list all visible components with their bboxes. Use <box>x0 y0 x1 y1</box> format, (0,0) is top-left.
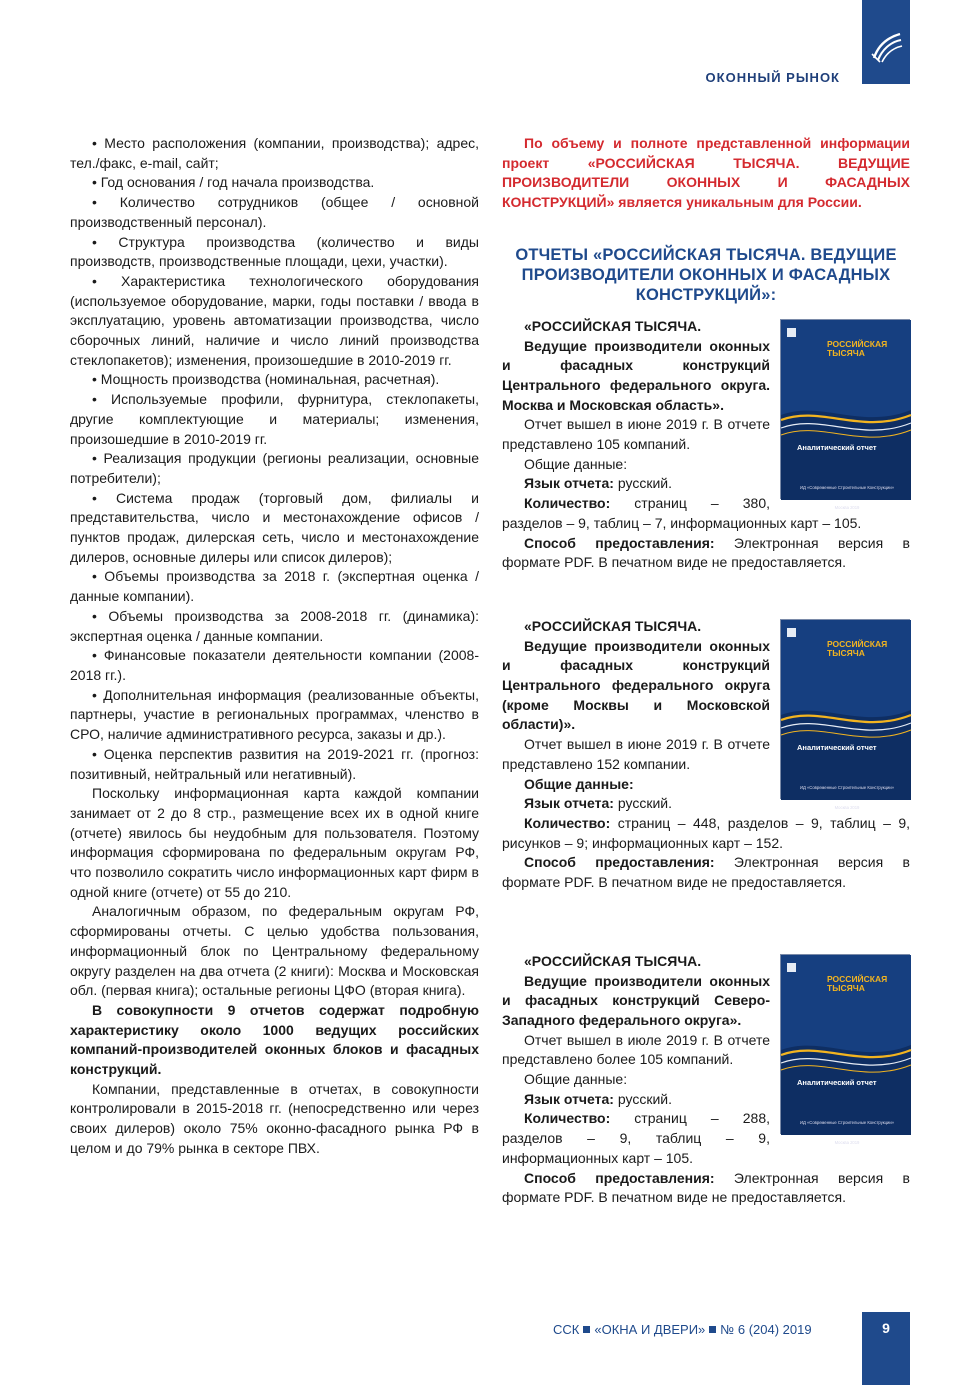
report-name: Ведущие производители оконных и фасадных конструкций Центрального федерального округа (кроме Москвы и Московской области)». <box>502 637 770 733</box>
paragraph: • Используемые профили, фурнитура, стеклопакеты, другие комплектующие и материалы; изменения, произошедшие в 2010-2019 гг. <box>70 391 479 447</box>
reports-title: ОТЧЕТЫ «РОССИЙСКАЯ ТЫСЯЧА. ВЕДУЩИЕ ПРОИЗВОДИТЕЛИ ОКОННЫХ И ФАСАДНЫХ КОНСТРУКЦИЙ»: <box>515 245 897 304</box>
report-name: Ведущие производители оконных и фасадных конструкций Северо-Западного федерального округа». <box>502 972 770 1028</box>
report-delivery <box>502 1169 910 1208</box>
intro-project-name: «РОССИЙСКАЯ ТЫСЯЧА. ВЕДУЩИЕ ПРОИЗВОДИТЕЛИ ОКОННЫХ И ФАСАДНЫХ КОНСТРУКЦИЙ» <box>502 154 910 211</box>
report-general-label: Общие данные: <box>524 1071 628 1088</box>
quantity-label: Количество: <box>524 814 611 831</box>
paragraph: Аналогичным образом, по федеральным округам РФ, сформированы отчеты. С целью удобства пользования, информационный блок по Центральному федеральному округу разделен на два отчета (2 книги): Москва и Московская обл. (первая книга); остальные регионы ЦФО (вторая книга). <box>70 903 479 999</box>
language-value: русский. <box>613 475 672 492</box>
report-entry <box>502 317 910 573</box>
left-column <box>70 134 479 1159</box>
right-column <box>502 134 910 1208</box>
language-value: русский. <box>613 1090 672 1107</box>
cover-title: РОССИЙСКАЯ ТЫСЯЧА <box>827 638 888 658</box>
language-label: Язык отчета: <box>524 795 614 812</box>
language-label: Язык отчета: <box>524 1090 614 1107</box>
magazine-logo-icon <box>868 28 904 64</box>
report-general-label: Общие данные: <box>524 775 634 792</box>
report-name-line1: «РОССИЙСКАЯ ТЫСЯЧА. <box>524 617 702 634</box>
report-entry <box>502 617 910 893</box>
intro-part1: По объему и полноте представленной информации проект <box>502 135 910 171</box>
quantity-value: страниц – 288, разделов – 9, таблиц – 9, информационных карт – 105. <box>502 1110 770 1166</box>
cover-publisher: ИД «Современные Строительные Конструкции» Москва 2019 <box>799 784 895 810</box>
report-name-line1: «РОССИЙСКАЯ ТЫСЯЧА. <box>524 952 702 969</box>
paragraph: Компании, представленные в отчетах, в совокупности контролировали в 2015-2018 гг. (непосредственно или через своих дилеров) около 75% оконно-фасадного рынка РФ в целом и до 79% рынка в секторе ПВХ. <box>70 1080 479 1156</box>
cover-analytic-label: Аналитический отчет <box>797 1077 877 1087</box>
report-release: Отчет вышел в июне 2019 г. В отчете представлено 152 компании. <box>502 736 770 772</box>
delivery-value: Электронная версия в формате PDF. В печатном виде не предоставляется. <box>502 534 910 571</box>
intro-part3: является уникальным для России. <box>614 194 862 211</box>
paragraph: • Место расположения (компании, производства); адрес, тел./факс, e-mail, сайт; <box>70 135 479 171</box>
summary-bold-paragraph <box>70 1001 479 1080</box>
paragraph: • Реализация продукции (регионы реализации, основные потребители); <box>70 450 479 486</box>
square-separator-icon <box>709 1326 716 1333</box>
cover-analytic-label: Аналитический отчет <box>797 742 877 752</box>
report-name: Ведущие производители оконных и фасадных конструкций Центрального федерального округа. Москва и Московская область». <box>502 337 770 413</box>
delivery-value: Электронная версия в формате PDF. В печатном виде не предоставляется. <box>502 1169 910 1206</box>
report-cover-image <box>780 954 910 1145</box>
report-cover-image <box>780 619 910 810</box>
report-quantity <box>502 814 910 853</box>
paragraph: Поскольку информационная карта каждой компании занимает от 2 до 8 стр., размещение всех их в одной книге (отчете) явилось бы неудобным для пользователя. Поэтому информация сформирована по федеральным округам РФ, что позволило сократить число информационных карт фирм в одной книге (отчете) от 55 до 210. <box>70 785 479 900</box>
paragraph: • Количество сотрудников (общее / основной производственный персонал). <box>70 194 479 230</box>
quantity-value: страниц – 448, разделов – 9, таблиц – 9, рисунков – 9; информационных карт – 152. <box>502 814 910 851</box>
report-entry <box>502 952 910 1208</box>
quantity-label: Количество: <box>524 1110 611 1127</box>
paragraph: • Год основания / год начала производства. <box>92 174 375 191</box>
paragraph: • Финансовые показатели деятельности компании (2008-2018 гг.). <box>70 647 479 683</box>
cover-title: РОССИЙСКАЯ ТЫСЯЧА <box>827 338 888 358</box>
quantity-label: Количество: <box>524 495 611 512</box>
header-corner-tab <box>862 0 910 84</box>
report-name-line1: «РОССИЙСКАЯ ТЫСЯЧА. <box>524 317 702 334</box>
intro-paragraph <box>502 134 910 213</box>
square-separator-icon <box>583 1326 590 1333</box>
cover-publisher: ИД «Современные Строительные Конструкции» Москва 2019 <box>799 1119 895 1145</box>
report-general-label: Общие данные: <box>524 455 628 472</box>
page-number-tab <box>862 1312 910 1385</box>
page-number: 9 <box>882 1320 890 1336</box>
footer-issue: № 6 (204) 2019 <box>720 1322 812 1337</box>
report-release: Отчет вышел в июне 2019 г. В отчете представлено 105 компаний. <box>502 416 770 453</box>
summary-bold-text: В совокупности 9 отчетов содержат подробную характеристику около 1000 ведущих российских компаний-производителей оконных блоков и фасадных конструкций. <box>70 1001 479 1078</box>
section-label: ОКОННЫЙ РЫНОК <box>705 70 840 85</box>
footer-publisher: ССК <box>553 1322 580 1337</box>
report-cover-image <box>780 319 910 510</box>
language-value: русский. <box>613 795 672 812</box>
cover-analytic-label: Аналитический отчет <box>797 442 877 452</box>
paragraph: • Объемы производства за 2018 г. (экспертная оценка / данные компании). <box>70 568 479 605</box>
footer-magazine: «ОКНА И ДВЕРИ» <box>594 1322 706 1337</box>
delivery-label: Способ предоставления: <box>524 1169 715 1186</box>
paragraph: • Оценка перспектив развития на 2019-2021 гг. (прогноз: позитивный, нейтральный или негативный). <box>70 745 479 782</box>
cover-publisher: ИД «Современные Строительные Конструкции» Москва 2019 <box>799 484 895 510</box>
report-delivery <box>502 853 910 892</box>
paragraph: • Характеристика технологического оборудования (используемое оборудование, марки, годы поставки / ввода в эксплуатацию, уровень автоматизации производства, число сборочных линий, наличие и число линий производства стеклопакетов); изменения, произошедшие в 2010-2019 гг. <box>70 272 479 368</box>
language-label: Язык отчета: <box>524 475 614 492</box>
delivery-label: Способ предоставления: <box>524 534 715 551</box>
paragraph: • Структура производства (количество и виды производств, производственные площади, цехи, участки). <box>70 233 479 270</box>
footer-journal-info <box>553 1322 812 1337</box>
paragraph: • Мощность производства (номинальная, расчетная). <box>92 371 440 388</box>
quantity-value: страниц – 380, разделов – 9, таблиц – 7, информационных карт – 105. <box>502 495 862 531</box>
report-release: Отчет вышел в июле 2019 г. В отчете представлено более 105 компаний. <box>502 1031 770 1068</box>
delivery-value: Электронная версия в формате PDF. В печатном виде не предоставляется. <box>502 854 910 891</box>
cover-title: РОССИЙСКАЯ ТЫСЯЧА <box>827 973 888 993</box>
report-delivery <box>502 534 910 573</box>
paragraph: • Объемы производства за 2008-2018 гг. (динамика): экспертная оценка / данные компании. <box>70 607 479 644</box>
delivery-label: Способ предоставления: <box>524 854 715 871</box>
paragraph: • Система продаж (торговый дом, филиалы и представительства, число и местонахождение офисов / пунктов продаж, дилерская сеть, число и местонахождение дилеров, основные дилеры или список дилеров); <box>70 489 479 565</box>
paragraph: • Дополнительная информация (реализованные объекты, партнеры, участие в региональных программах, членство в СРО, наличие административного ресурса, заказы и др.). <box>70 686 479 743</box>
